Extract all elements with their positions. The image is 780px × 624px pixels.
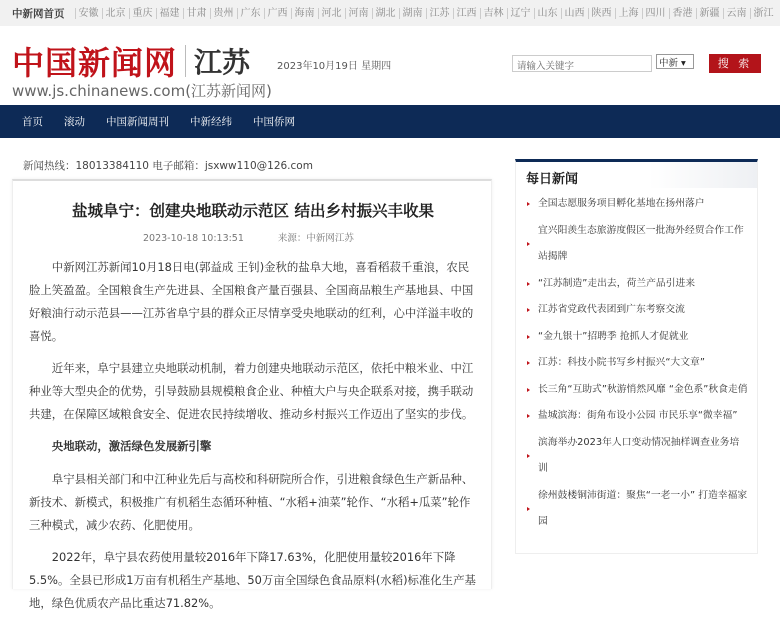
province-link[interactable]: 河北	[318, 8, 345, 19]
province-link[interactable]: 江西	[453, 8, 480, 19]
article-title: 盐城阜宁：创建央地联动示范区 结出乡村振兴丰收果	[72, 202, 434, 220]
province-link[interactable]: 上海	[615, 8, 642, 19]
nav-qiaowang[interactable]: 中国侨网	[253, 116, 295, 128]
paragraph: 阜宁县相关部门和中江种业先后与高校和科研院所合作，引进粮食绿色生产新品种、新技术、新模式，积极推广有机稻生态循环种植、“水稻+油菜”轮作、“水稻+瓜菜”轮作三种模式，减少农药、化肥使用。	[29, 472, 474, 532]
province-link[interactable]: 山东	[534, 8, 561, 19]
region-name: 江苏	[194, 46, 251, 79]
search-input[interactable]: 请输入关键字	[512, 55, 652, 72]
news-link[interactable]: 长三角“互助式”秋游悄然风靡 “金色系”秋食走俏	[526, 377, 749, 404]
province-link[interactable]: 海南	[291, 8, 318, 19]
province-link[interactable]: 广西	[264, 8, 291, 19]
news-link[interactable]: 滨海举办2023年人口变动情况抽样调查业务培训	[526, 430, 749, 483]
news-hotline: 新闻热线：18013384110 电子邮箱：jsxww110@126.com	[23, 160, 313, 172]
province-link[interactable]: 贵州	[210, 8, 237, 19]
province-link[interactable]: 新疆	[696, 8, 723, 19]
daily-news-sidebar	[515, 159, 758, 554]
news-link[interactable]: 徐州鼓楼铜沛街道：聚焦“一老一小” 打造幸福家园	[526, 483, 749, 536]
logo-divider	[185, 45, 186, 77]
sidebar-title: 每日新闻	[516, 162, 757, 188]
news-link[interactable]: “江苏制造”走出去，荷兰产品引进来	[526, 271, 749, 298]
news-link[interactable]: 盐城滨海：街角布设小公园 市民乐享“微幸福”	[526, 403, 749, 430]
publish-time: 2023-10-18 10:13:51	[143, 233, 244, 244]
main-nav	[0, 105, 780, 138]
province-link[interactable]: 北京	[102, 8, 129, 19]
province-link[interactable]: 四川	[642, 8, 669, 19]
news-link[interactable]: 全国志愿服务项目孵化基地在扬州落户	[526, 191, 749, 218]
top-bar	[0, 0, 780, 26]
nav-newsweek[interactable]: 中国新闻周刊	[106, 116, 169, 128]
province-link[interactable]: 浙江	[750, 8, 777, 19]
current-date: 2023年10月19日 星期四	[277, 61, 392, 72]
province-link[interactable]: 云南	[723, 8, 750, 19]
province-link[interactable]: 香港	[669, 8, 696, 19]
url-text: www.js.chinanews.com	[12, 82, 186, 100]
article-meta	[143, 230, 388, 244]
province-link[interactable]: 安徽	[75, 8, 102, 19]
province-link[interactable]: 江苏	[426, 8, 453, 19]
section-heading: 央地联动，激活绿色发展新引擎	[51, 439, 212, 453]
nav-jingwei[interactable]: 中新经纬	[190, 116, 232, 128]
home-link[interactable]: 中新网首页	[12, 7, 65, 20]
news-link[interactable]: “金九银十”招聘季 抢抓人才促就业	[526, 324, 749, 351]
province-link[interactable]: 吉林	[480, 8, 507, 19]
url-suffix: (江苏新闻网)	[185, 82, 272, 100]
nav-scroll[interactable]: 滚动	[64, 116, 85, 128]
search-scope-select[interactable]: 中新 ▾	[656, 54, 694, 69]
province-link[interactable]: 福建	[156, 8, 183, 19]
logo-text: 中国新闻网	[12, 44, 178, 82]
article-body	[29, 256, 479, 624]
province-link[interactable]: 山西	[561, 8, 588, 19]
province-links	[75, 8, 777, 19]
province-link[interactable]: 广东	[237, 8, 264, 19]
nav-home[interactable]: 首页	[22, 116, 43, 128]
province-link[interactable]: 陕西	[588, 8, 615, 19]
search-button[interactable]: 搜 索	[709, 54, 761, 73]
province-link[interactable]: 辽宁	[507, 8, 534, 19]
province-link[interactable]: 甘肃	[183, 8, 210, 19]
site-logo[interactable]	[12, 38, 250, 84]
article-source: 来源：中新网江苏	[277, 233, 354, 244]
province-link[interactable]: 重庆	[129, 8, 156, 19]
news-link[interactable]: 宜兴阳羡生态旅游度假区一批海外经贸合作工作站揭牌	[526, 218, 749, 271]
paragraph: 2022年，阜宁县农药使用量较2016年下降17.63%，化肥使用量较2016年下降5.5%。全县已形成1万亩有机稻生产基地、50万亩全国绿色食品原料(水稻)标准化生产基地，绿色优质农产品比重达71.82%。	[29, 550, 476, 610]
paragraph: 近年来，阜宁县建立央地联动机制，着力创建央地联动示范区，依托中粮米业、中江种业等大型央企的优势，引导鼓励县规模粮食企业、种植大户与央企联系对接，携手联动共建，在保障区域粮食安全、促进农民持续增收、推动乡村振兴工作迈出了坚实的步伐。	[29, 361, 474, 421]
province-link[interactable]: 湖南	[399, 8, 426, 19]
site-url	[12, 80, 272, 101]
news-link[interactable]: 江苏：科技小院书写乡村振兴“大文章”	[526, 350, 749, 377]
province-link[interactable]: 湖北	[372, 8, 399, 19]
article	[12, 179, 492, 610]
paragraph: 中新网江苏新闻10月18日电(郭益成 王钊)金秋的盐阜大地，喜看稻菽千重浪，农民脸上笑盈盈。全国粮食生产先进县、全国粮食产量百强县、全国商品粮生产基地县、中国好粮油行动示范县——江苏省阜宁县的群众正尽情享受央地联动的红利，心中洋溢丰收的喜悦。	[29, 260, 474, 343]
province-link[interactable]: 河南	[345, 8, 372, 19]
news-link[interactable]: 江苏省党政代表团到广东考察交流	[526, 297, 749, 324]
